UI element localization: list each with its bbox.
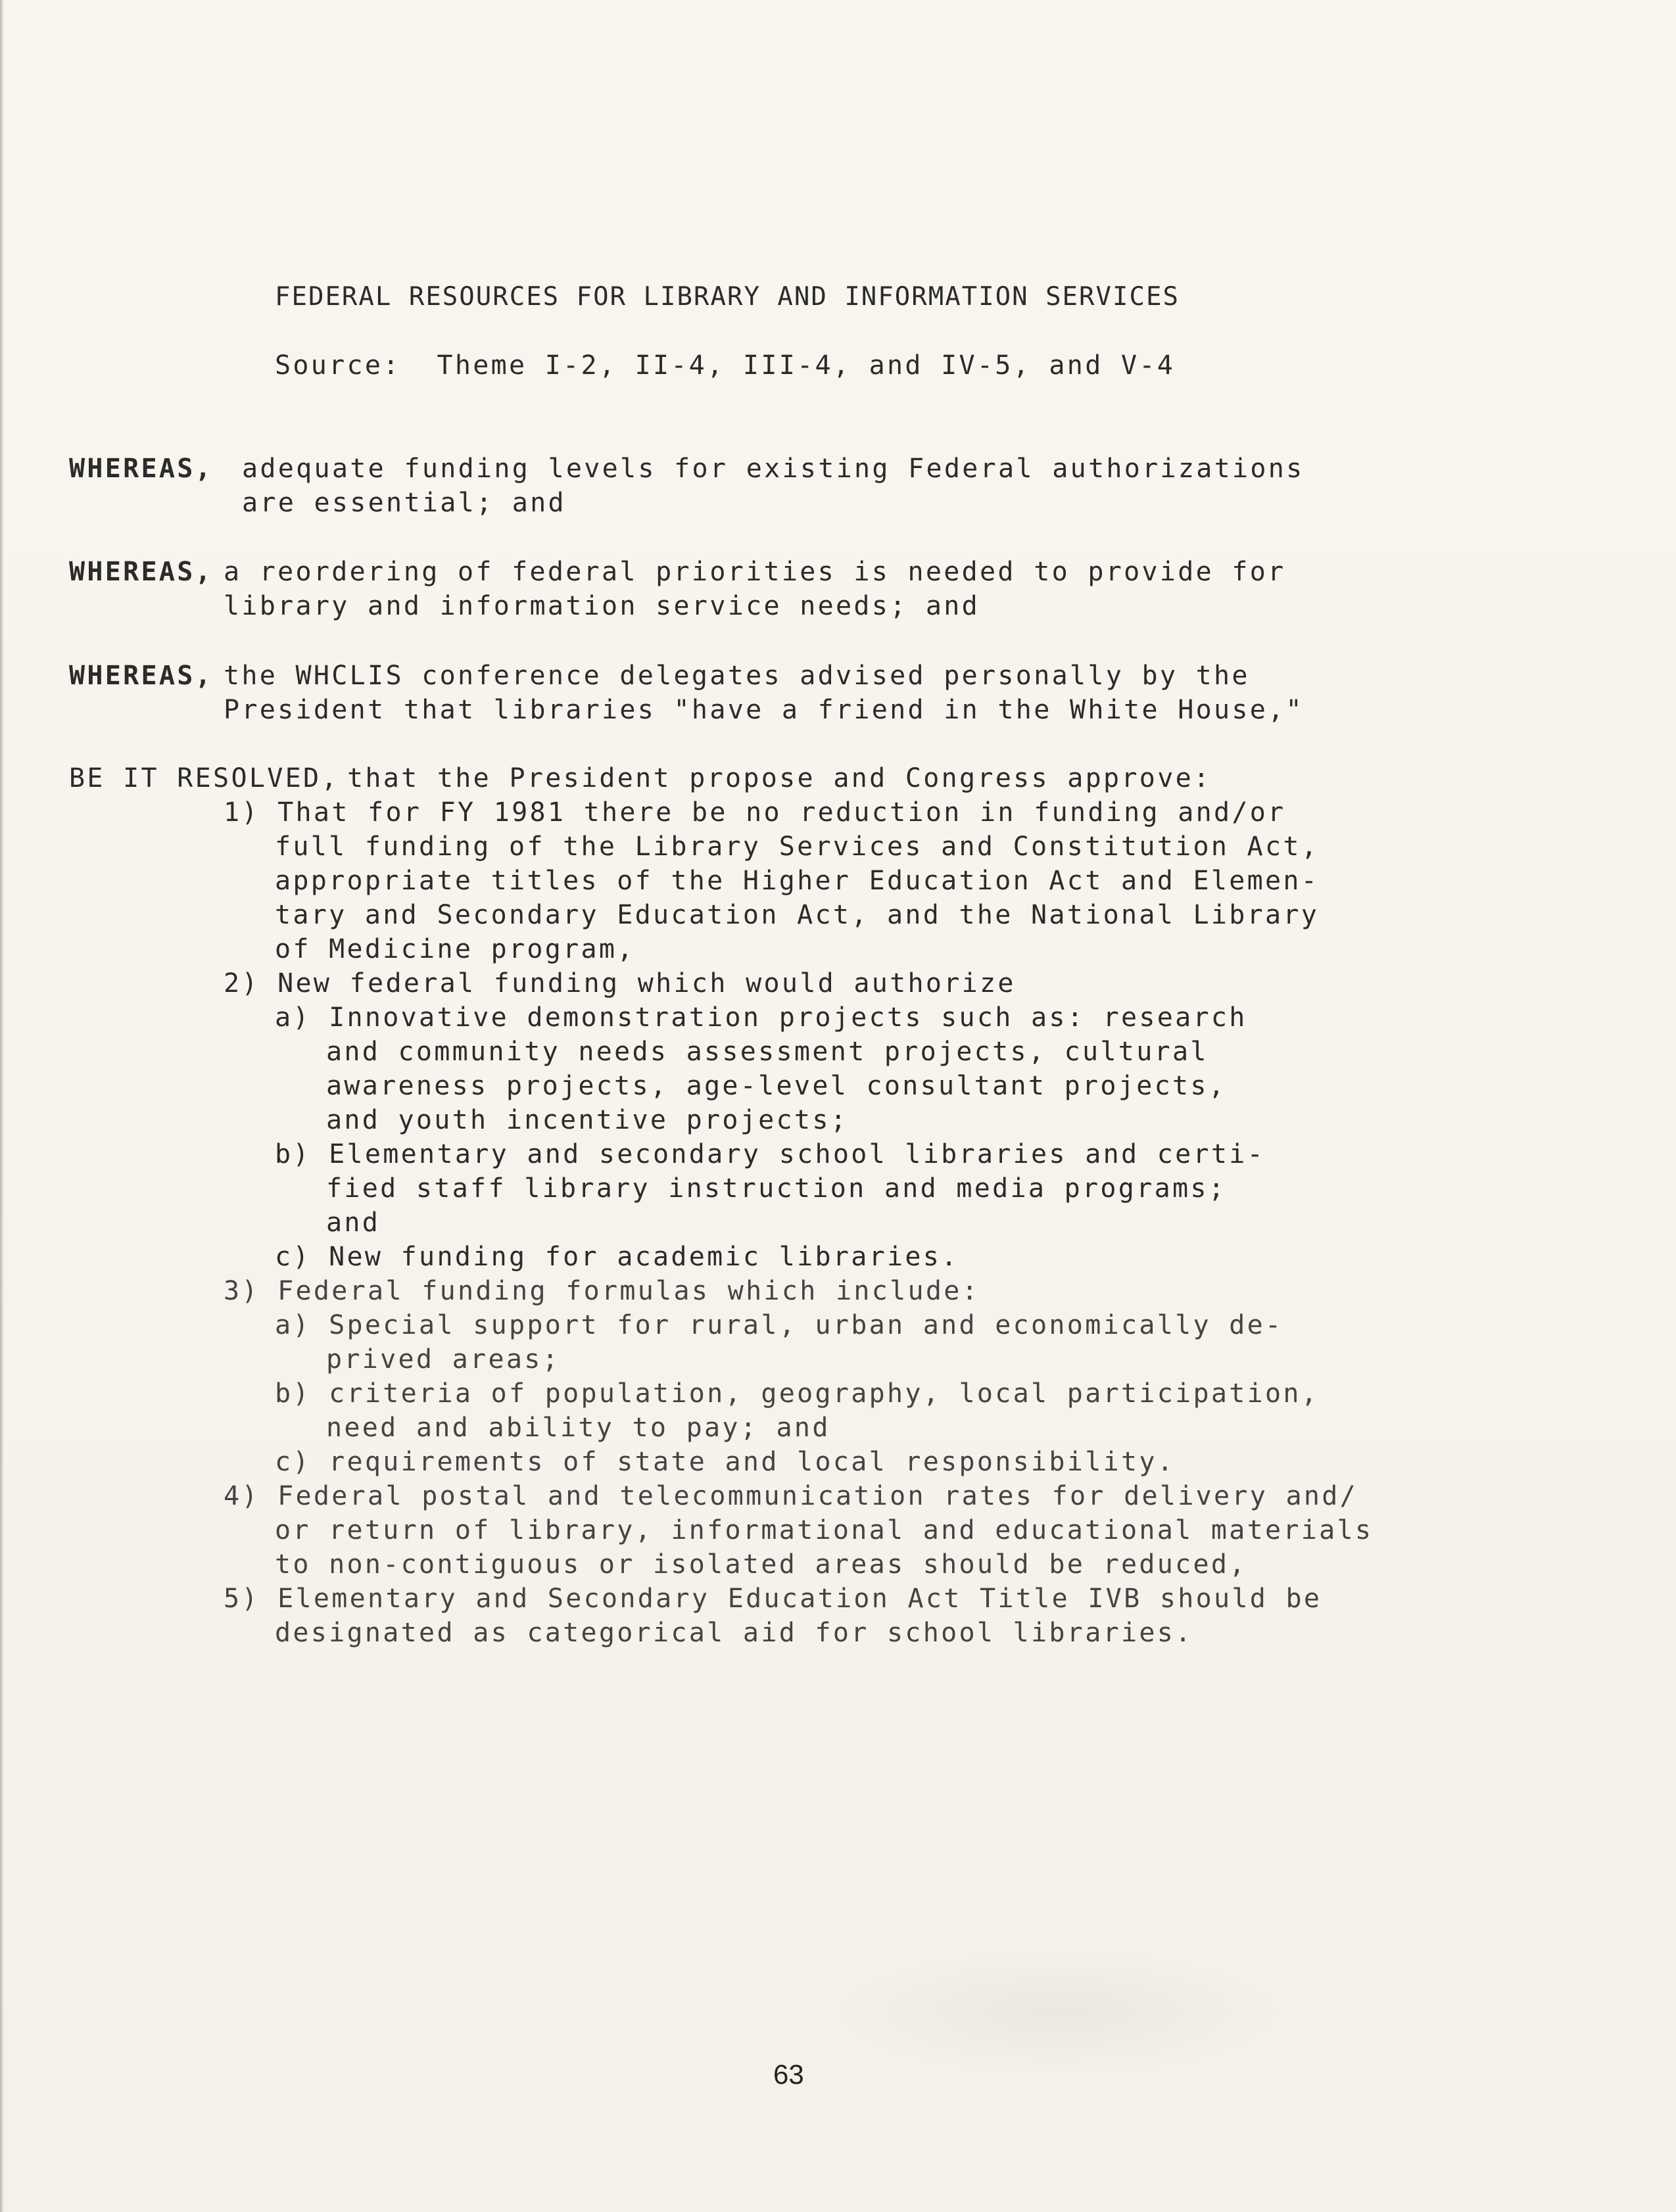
item-2c-line-1: c) New funding for academic libraries. — [275, 1242, 959, 1272]
resolved-intro: that the President propose and Congress approve: — [347, 763, 1212, 793]
item-3a-line-2: prived areas; — [326, 1344, 560, 1375]
whereas-2-line-1: a reordering of federal priorities is needed to provide for — [224, 557, 1286, 587]
item-2a-line-1: a) Innovative demonstration projects such as: research — [275, 1002, 1247, 1033]
whereas-label-3: WHEREAS, — [69, 661, 214, 691]
item-2a-line-3: awareness projects, age-level consultant projects, — [326, 1071, 1227, 1101]
whereas-label-2: WHEREAS, — [69, 557, 214, 587]
faded-stamp-smudge — [828, 1946, 1289, 2077]
item-5-line-1: 5) Elementary and Secondary Education Act Title IVB should be — [224, 1584, 1322, 1614]
item-1-line-2: full funding of the Library Services and Constitution Act, — [275, 832, 1320, 862]
source-line: Source: Theme I-2, II-4, III-4, and IV-5, and V-4 — [275, 350, 1176, 381]
item-2a-line-2: and community needs assessment projects, cultural — [326, 1037, 1209, 1067]
item-1-line-5: of Medicine program, — [275, 934, 635, 964]
item-2-line-1: 2) New federal funding which would authorize — [224, 968, 1016, 999]
item-3c-line-1: c) requirements of state and local responsibility. — [275, 1447, 1176, 1477]
item-3b-line-1: b) criteria of population, geography, local participation, — [275, 1378, 1320, 1409]
item-2b-line-3: and — [326, 1208, 381, 1238]
whereas-3-line-1: the WHCLIS conference delegates advised personally by the — [224, 661, 1250, 691]
item-5-line-2: designated as categorical aid for school libraries. — [275, 1618, 1193, 1648]
resolved-label: BE IT RESOLVED, — [69, 763, 339, 793]
whereas-1-line-2: are essential; and — [242, 488, 566, 518]
item-3-line-1: 3) Federal funding formulas which include: — [224, 1276, 980, 1306]
page-number: 63 — [773, 2059, 804, 2090]
item-4-line-1: 4) Federal postal and telecommunication rates for delivery and/ — [224, 1481, 1358, 1511]
whereas-label-1: WHEREAS, — [69, 454, 214, 484]
item-4-line-3: to non-contiguous or isolated areas should be reduced, — [275, 1549, 1247, 1580]
item-3a-line-1: a) Special support for rural, urban and economically de- — [275, 1310, 1283, 1340]
item-1-line-4: tary and Secondary Education Act, and the National Library — [275, 900, 1320, 930]
whereas-3-line-2: President that libraries "have a friend in the White House," — [224, 695, 1304, 725]
item-2b-line-1: b) Elementary and secondary school libraries and certi- — [275, 1139, 1266, 1169]
item-2a-line-4: and youth incentive projects; — [326, 1105, 849, 1135]
item-1-line-3: appropriate titles of the Higher Education Act and Elemen- — [275, 866, 1320, 896]
item-4-line-2: or return of library, informational and educational materials — [275, 1515, 1374, 1545]
whereas-2-line-2: library and information service needs; and — [224, 591, 980, 621]
item-3b-line-2: need and ability to pay; and — [326, 1413, 830, 1443]
document-title: FEDERAL RESOURCES FOR LIBRARY AND INFORMATION SERVICES — [275, 282, 1180, 312]
whereas-1-line-1: adequate funding levels for existing Federal authorizations — [242, 454, 1305, 484]
item-2b-line-2: fied staff library instruction and media programs; — [326, 1173, 1227, 1204]
scan-edge-shadow — [0, 0, 4, 2212]
item-1-line-1: 1) That for FY 1981 there be no reduction in funding and/or — [224, 797, 1286, 828]
